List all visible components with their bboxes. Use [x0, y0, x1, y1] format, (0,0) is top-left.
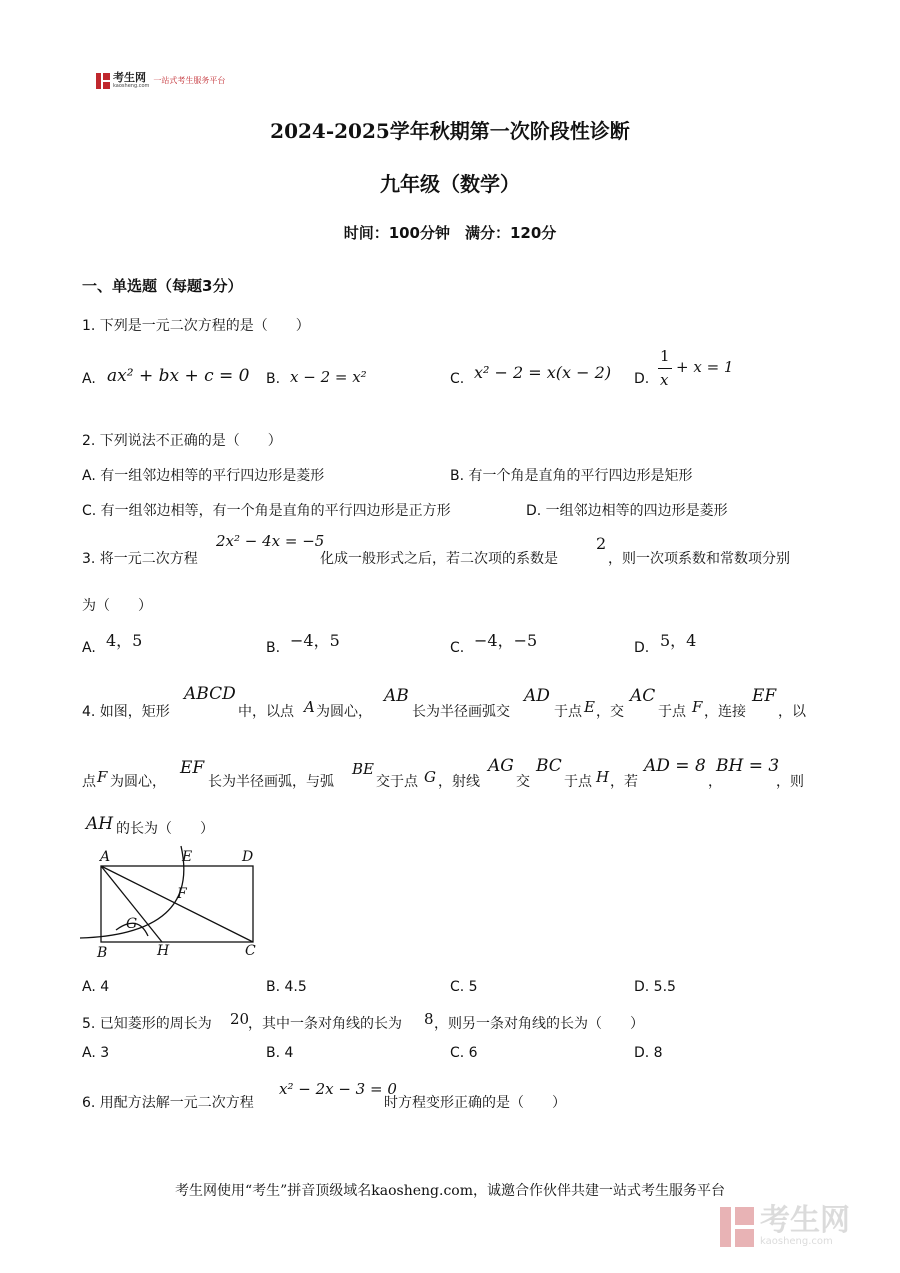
q4-ef2: EF — [180, 758, 205, 778]
logo-brand: 考生网 kaosheng.com — [113, 71, 150, 89]
q4-text-l2-10: ，则 — [776, 774, 804, 790]
q4-text-l2-2: 为圆心， — [110, 774, 166, 790]
q3-option-d: 5，4 — [660, 631, 697, 650]
q4-ef: EF — [752, 686, 777, 706]
label-a: A — [100, 849, 111, 865]
watermark — [720, 1203, 850, 1247]
label-d: D — [242, 849, 254, 865]
q2-option-d: D. 一组邻边相等的四边形是菱形 — [526, 503, 728, 519]
q4-point-f: F — [692, 698, 703, 716]
label-f: F — [177, 886, 187, 902]
page-footer: 考生网使用“考生”拼音顶级域名kaosheng.com，诚邀合作伙伴共建一站式考生服务平台 — [174, 1183, 726, 1199]
q4-option-b: B. 4.5 — [266, 979, 307, 995]
q3-equation: 2x² − 4x = −5 — [216, 532, 325, 550]
header-logo — [96, 72, 225, 89]
q2-option-b: B. 有一个角是直角的平行四边形是矩形 — [450, 468, 693, 484]
label-b: B — [97, 945, 108, 961]
logo-mark-icon — [96, 73, 110, 89]
q5-text-3: ，则另一条对角线的长为（ ） — [434, 1016, 644, 1032]
q1-option-a: ax² + bx + c = 0 — [107, 366, 250, 386]
q4-text-8: ，连接 — [704, 704, 746, 720]
label-h: H — [157, 943, 170, 959]
q6-text-1: 6. 用配方法解一元二次方程 — [82, 1095, 254, 1111]
q3-option-a: 4，5 — [106, 631, 143, 650]
q4-text-l2-8: ，若 — [610, 774, 638, 790]
section-heading: 一、单选题（每题3分） — [82, 277, 243, 295]
q5-option-b: B. 4 — [266, 1045, 294, 1061]
q1-option-d-den: x — [660, 371, 669, 389]
label-e: E — [182, 849, 193, 865]
q4-point-e: E — [584, 698, 595, 716]
q4-ad8: AD = 8 — [644, 756, 706, 776]
q5-text-1: 5. 已知菱形的周长为 — [82, 1016, 212, 1032]
q4-ab: AB — [384, 686, 409, 706]
logo-domain: kaosheng.com — [113, 83, 150, 89]
q4-text-1: 4. 如图，矩形 — [82, 704, 170, 720]
logo-slogan: 一站式考生服务平台 — [153, 76, 226, 85]
q4-option-d: D. 5.5 — [634, 979, 676, 995]
page-title: 2024-2025学年秋期第一次阶段性诊断 — [270, 119, 630, 143]
q6-text-2: 时方程变形正确的是（ ） — [384, 1095, 566, 1111]
q4-text-l2-7: 于点 — [564, 774, 592, 790]
q4-ad: AD — [524, 686, 550, 706]
q3-option-d-label: D. — [634, 640, 650, 656]
page-subtitle: 九年级（数学） — [380, 172, 520, 196]
q4-text-6: ，交 — [596, 704, 624, 720]
q4-text-l2-6: 交 — [516, 774, 530, 790]
label-g: G — [126, 916, 138, 932]
q4-text-3: 为圆心， — [316, 704, 372, 720]
q4-ag: AG — [488, 756, 514, 776]
q1-option-d-label: D. — [634, 371, 650, 387]
q1-option-c-label: C. — [450, 371, 465, 387]
q3-coefficient: 2 — [596, 534, 607, 553]
q5-text-2: ，其中一条对角线的长为 — [248, 1016, 402, 1032]
q1-stem: 1. 下列是一元二次方程的是（ ） — [82, 318, 310, 334]
q4-point-g: G — [424, 768, 436, 786]
q5-option-a: A. 3 — [82, 1045, 110, 1061]
fraction-bar — [658, 368, 672, 369]
q1-option-b: x − 2 = x² — [290, 368, 367, 386]
q4-text-5: 于点 — [554, 704, 582, 720]
q3-stem-part3: ，则一次项系数和常数项分别 — [608, 551, 790, 567]
q4-be: BE — [352, 760, 374, 778]
exam-meta: 时间：100分钟 满分：120分 — [343, 224, 557, 242]
q3-option-a-label: A. — [82, 640, 96, 656]
q3-option-c: −4，−5 — [474, 631, 538, 650]
q4-ah: AH — [86, 814, 114, 834]
q4-bh3: BH = 3 — [716, 756, 780, 776]
q4-ac: AC — [630, 686, 656, 706]
q1-option-c: x² − 2 = x(x − 2) — [474, 363, 612, 382]
q4-figure — [76, 844, 266, 964]
diagonal-ac — [101, 866, 253, 942]
q4-text-l2-4: 交于点 — [376, 774, 418, 790]
q5-diagonal: 8 — [424, 1010, 434, 1028]
q4-option-a: A. 4 — [82, 979, 110, 995]
q3-option-c-label: C. — [450, 640, 465, 656]
q4-point-h: H — [596, 768, 610, 786]
q4-text-2: 中，以点 — [238, 704, 294, 720]
watermark-logo-icon — [720, 1207, 754, 1247]
q4-bc: BC — [536, 756, 562, 776]
q4-point-f2: F — [97, 768, 108, 786]
q4-text-l2-1: 点 — [82, 774, 96, 790]
q3-stem-part2: 化成一般形式之后，若二次项的系数是 — [320, 551, 558, 567]
q4-text-7: 于点 — [658, 704, 686, 720]
q3-stem-part1: 3. 将一元二次方程 — [82, 551, 198, 567]
q4-abcd: ABCD — [184, 684, 236, 704]
q5-option-c: C. 6 — [450, 1045, 478, 1061]
q1-option-d-rest: + x = 1 — [676, 358, 734, 376]
q1-option-a-label: A. — [82, 371, 96, 387]
watermark-domain: kaosheng.com — [760, 1236, 833, 1247]
q6-equation: x² − 2x − 3 = 0 — [279, 1080, 397, 1098]
q4-option-c: C. 5 — [450, 979, 478, 995]
q4-text-l3: 的长为（ ） — [116, 821, 214, 837]
q4-text-9: ，以 — [778, 704, 806, 720]
q4-point-a: A — [304, 698, 315, 716]
label-c: C — [245, 943, 256, 959]
q1-option-d-num: 1 — [660, 347, 670, 365]
q5-perimeter: 20 — [230, 1010, 250, 1028]
q5-option-d: D. 8 — [634, 1045, 663, 1061]
q2-option-a: A. 有一组邻边相等的平行四边形是菱形 — [82, 468, 325, 484]
q4-text-l2-3: 长为半径画弧，与弧 — [208, 774, 334, 790]
watermark-text: 考生网 — [760, 1203, 850, 1238]
q4-text-l2-5: ，射线 — [438, 774, 480, 790]
q2-option-c: C. 有一组邻边相等，有一个角是直角的平行四边形是正方形 — [82, 503, 451, 519]
q3-option-b-label: B. — [266, 640, 281, 656]
q3-stem-part4: 为（ ） — [82, 598, 152, 614]
q2-stem: 2. 下列说法不正确的是（ ） — [82, 433, 282, 449]
q4-text-4: 长为半径画弧交 — [412, 704, 510, 720]
q4-text-l2-9: ， — [708, 774, 722, 790]
q3-option-b: −4，5 — [290, 631, 340, 650]
q1-option-b-label: B. — [266, 371, 281, 387]
